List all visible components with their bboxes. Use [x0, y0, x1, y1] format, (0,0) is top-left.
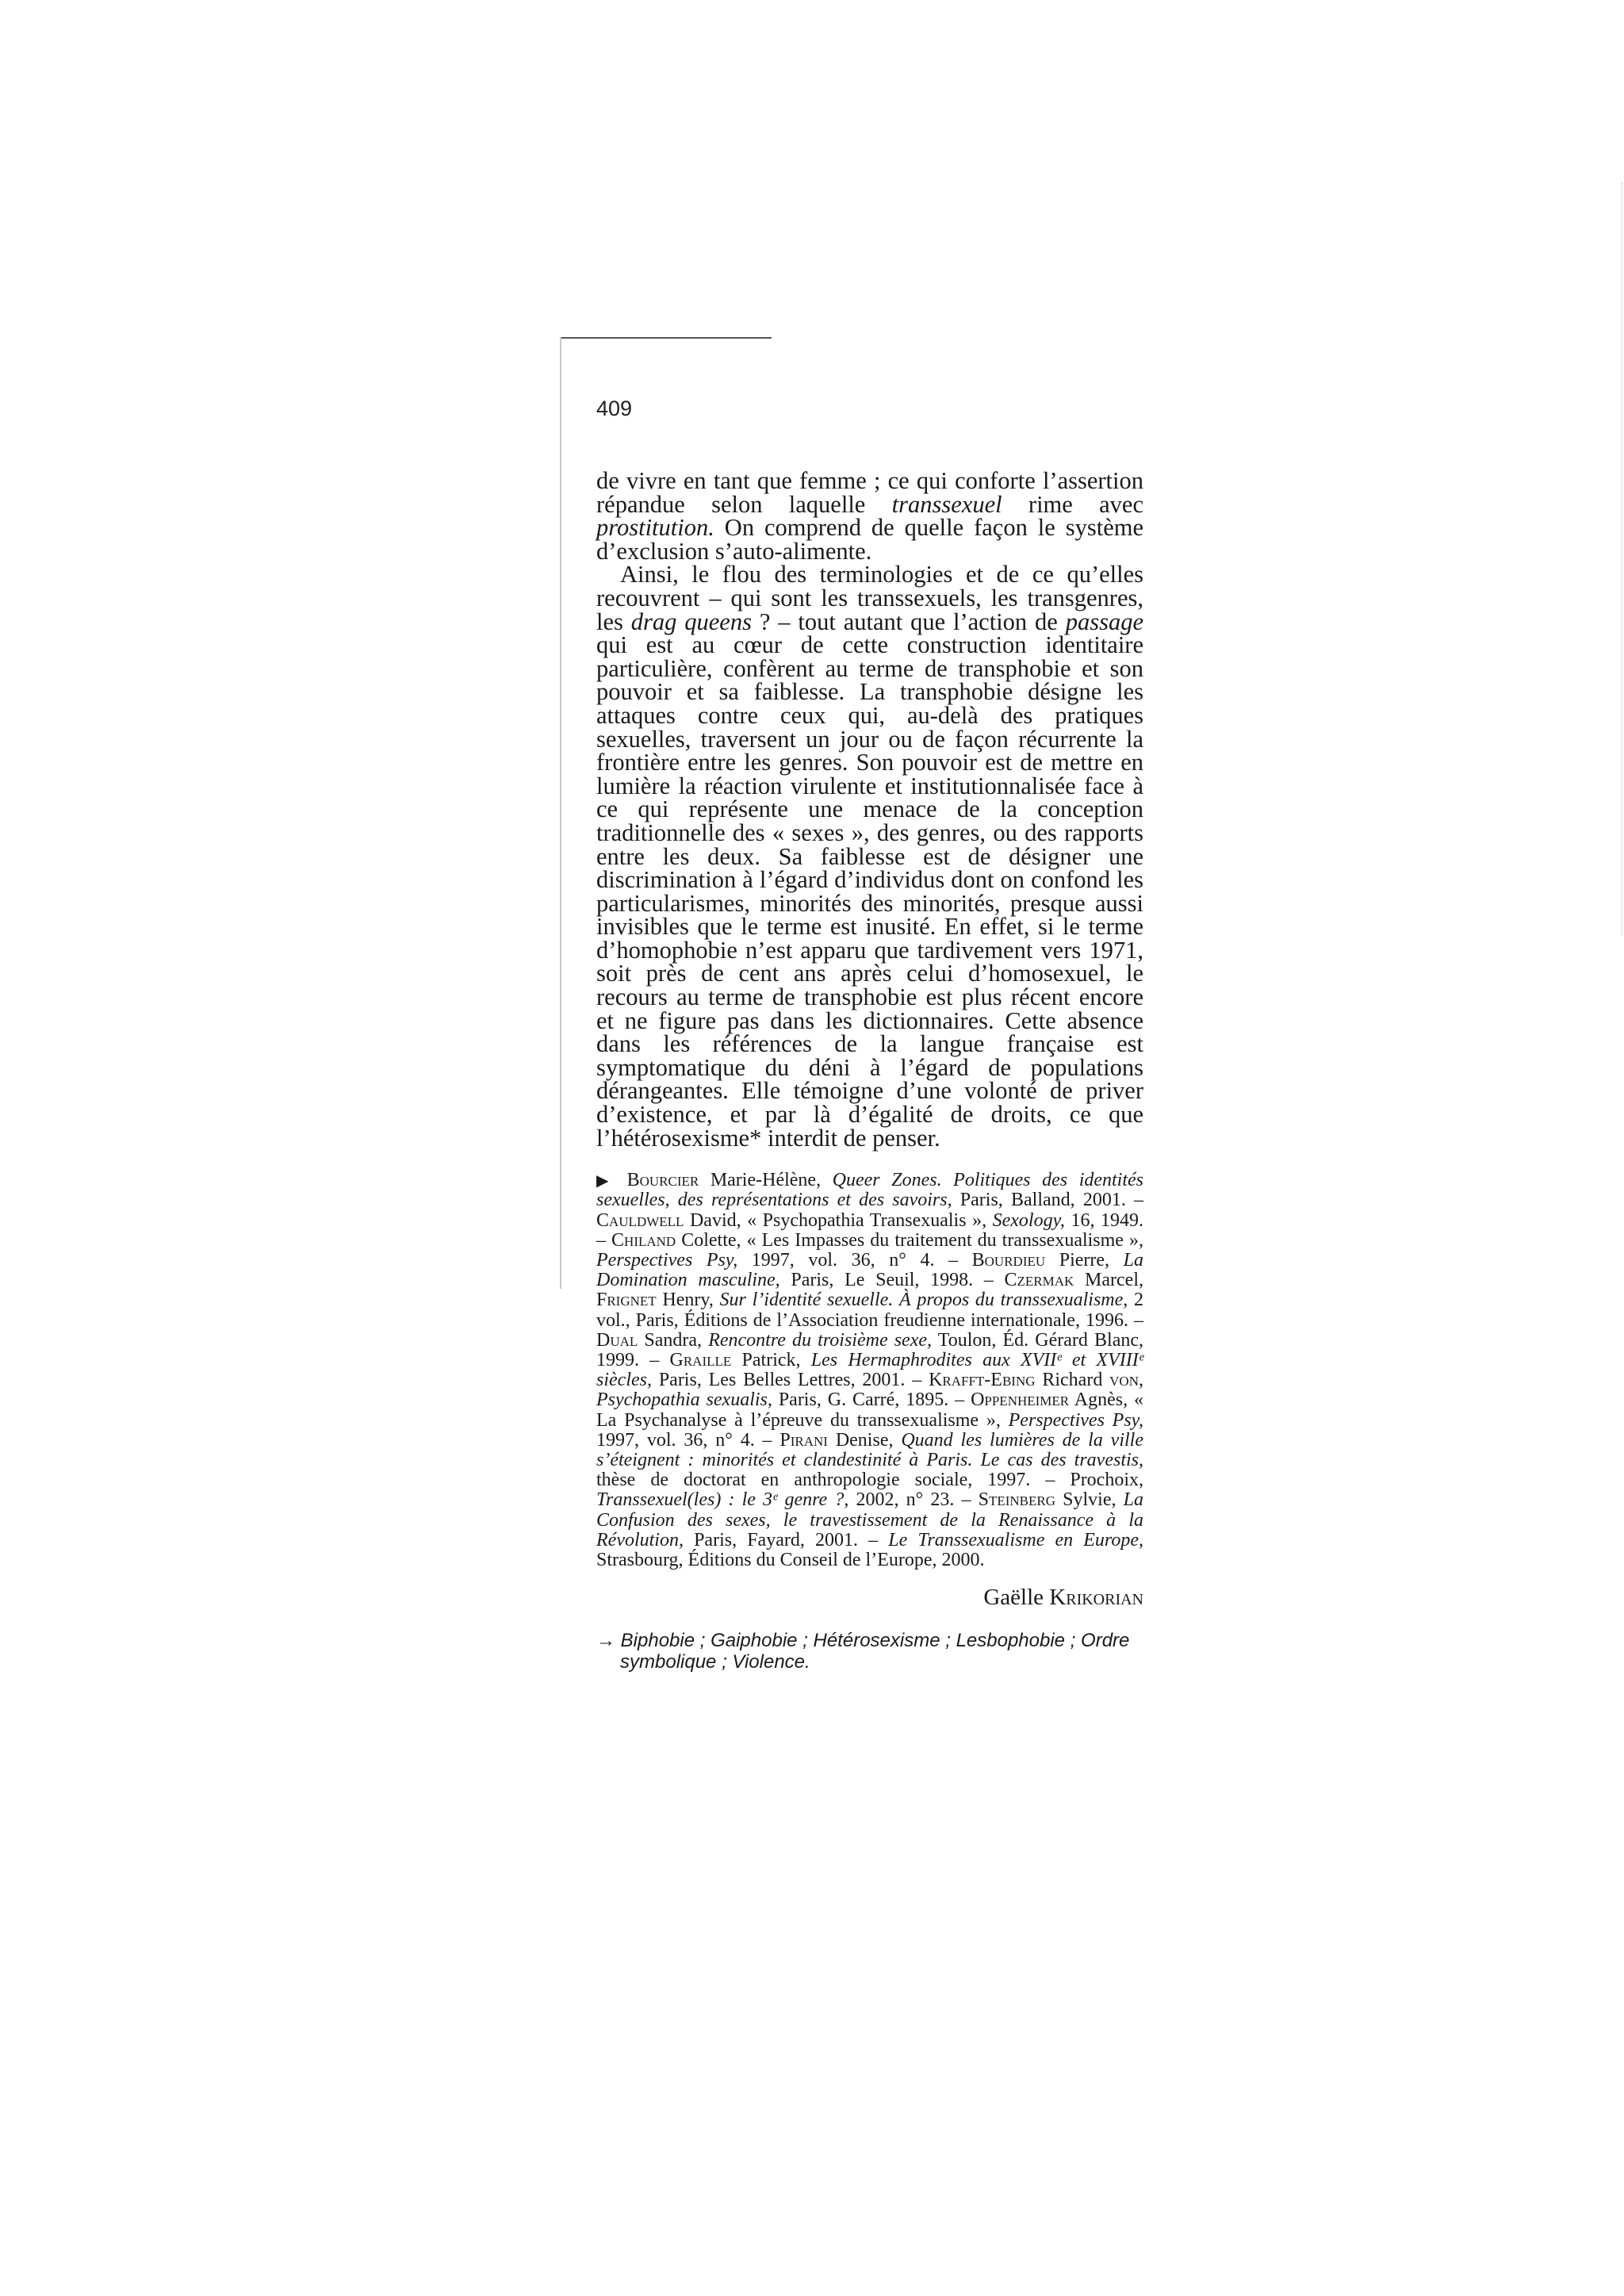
bibliography: [596, 1171, 1143, 1570]
reference-italic-run: Sur l’identité sexuelle. À propos du transsexualisme,: [719, 1290, 1128, 1311]
reference-italic-run: La Domination masculine,: [596, 1250, 1143, 1291]
reference-run: Sandra,: [638, 1329, 709, 1351]
author-first-name: Gaëlle: [983, 1585, 1044, 1611]
reference-run: Marie-Hélène,: [699, 1170, 833, 1191]
reference-name-run: von: [1109, 1370, 1139, 1391]
reference-name-run: Cauldwell: [596, 1209, 684, 1231]
reference-run: Paris, Les Belles Lettres, 2001. –: [651, 1370, 929, 1391]
reference-run: Paris, Balland, 2001. –: [952, 1190, 1144, 1211]
reference-run: 2 vol., Paris, Éditions de l’Association freudienne internationale, 1996. –: [596, 1290, 1143, 1331]
reference-italic-run: Quand les lumières de la ville s’éteignent : minorités et clandestinité à Paris. Le cas des travestis,: [596, 1429, 1143, 1471]
paragraph-2: [596, 563, 1143, 1150]
reference-italic-run: Le Transsexualisme en Europe,: [888, 1529, 1143, 1550]
reference-run: Sylvie,: [1055, 1489, 1124, 1511]
reference-run: Henry,: [656, 1290, 720, 1311]
author-signature: [596, 1585, 1143, 1611]
reference-name-run: Graille: [669, 1350, 732, 1371]
paragraph-1: [596, 467, 1143, 565]
margin-rule: [560, 337, 561, 1289]
reference-run: Toulon, Éd. Gérard Blanc, 1999. –: [596, 1329, 1144, 1371]
reference-italic-run: Sexology,: [992, 1209, 1065, 1231]
reference-run: Paris, Le Seuil, 1998. –: [779, 1270, 1005, 1291]
header-rule: [561, 337, 772, 339]
reference-italic-run: Perspectives Psy,: [1008, 1409, 1144, 1431]
reference-italic-run: Transsexuel(les) : le 3ᵉ genre ?,: [596, 1489, 849, 1511]
reference-run: 16, 1949. –: [596, 1209, 1144, 1251]
paragraph-run: rime avec: [1002, 490, 1143, 518]
paragraph-italic-run: transsexuel: [891, 490, 1002, 518]
paragraph-italic-run: passage: [1065, 608, 1143, 635]
reference-name-run: Krafft-Ebing: [929, 1370, 1036, 1391]
article-body: [596, 467, 1143, 1152]
reference-name-run: Bourdieu: [971, 1250, 1046, 1271]
reference-run: ,: [1139, 1370, 1143, 1391]
reference-name-run: Frignet: [596, 1290, 657, 1311]
reference-name-run: Pirani: [779, 1429, 828, 1451]
paragraph-run: Ainsi, le flou des terminologies et de ce qu’elles recouvrent – qui sont les transsexuels, les transgenres, les: [596, 561, 1143, 635]
reference-italic-run: Rencontre du troisième sexe,: [708, 1329, 933, 1351]
reference-run: Pierre,: [1045, 1250, 1124, 1271]
text-column: [596, 467, 1144, 1673]
reference-run: Paris, Fayard, 2001. –: [683, 1529, 889, 1550]
paragraph-italic-run: prostitution.: [596, 514, 714, 542]
reference-run: Colette, « Les Impasses du traitement du transsexualisme »,: [676, 1229, 1143, 1251]
paragraph-run: ? – tout autant que l’action de: [751, 608, 1066, 635]
reference-run: Paris, G. Carré, 1895. –: [772, 1389, 971, 1411]
reference-run: 2002, n° 23. –: [848, 1489, 979, 1511]
paragraph-run: qui est au cœur de cette construction identitaire particulière, confèrent au terme de transphobie et son pouvoir et sa faiblesse. La transphobie désigne les attaques contre ceux qui, au-delà des pratiques sexuelles, traversent un jour ou de façon récurrente la frontière entre les genres. Son pouvoir est de mettre en lumière la réaction virulente et institutionnalisée face à ce qui représente une menace de la conception traditionnelle des « sexes », des genres, ou des rapports entre les deux. Sa faiblesse est de désigner une discrimination à l’égard d’individus dont on confond les particularismes, minorités des minorités, presque aussi invisibles que le terme est inusité. En effet, si le terme d’homophobie n’est apparu que tardivement vers 1971, soit près de cent ans après celui d’homosexuel, le recours au terme de transphobie est plus récent encore et ne figure pas dans les dictionnaires. Cette absence dans les références de la langue française est symptomatique du déni à l’égard de populations dérangeantes. Elle témoigne d’une volonté de priver d’existence, et par là d’égalité de droits, ce que l’hétérosexisme* interdit de penser.: [596, 631, 1143, 1152]
reference-run: Strasbourg, Éditions du Conseil de l’Europe, 2000.: [596, 1550, 985, 1571]
triangle-bullet-icon: ▶: [596, 1171, 615, 1190]
reference-run: David, « Psychopathia Transexualis »,: [684, 1209, 993, 1231]
paragraph-run: de vivre en tant que femme ; ce qui conforte l’assertion répandue selon laquelle: [596, 467, 1143, 518]
author-last-name: Krikorian: [1049, 1585, 1143, 1611]
reference-run: 1997, vol. 36, n° 4. –: [596, 1429, 780, 1451]
reference-run: Agnès, « La Psychanalyse à l’épreuve du transsexualisme »,: [596, 1389, 1143, 1431]
reference-run: Marcel,: [1074, 1270, 1143, 1291]
reference-run: Richard: [1035, 1370, 1110, 1391]
page-number: 409: [596, 397, 633, 420]
reference-italic-run: Les Hermaphrodites aux XVIIᵉ et XVIIIᵉ siècles,: [596, 1350, 1143, 1391]
paragraph-run: On comprend de quelle façon le système d’exclusion s’auto-alimente.: [596, 514, 1143, 565]
reference-italic-run: Queer Zones. Politiques des identités sexuelles, des représentations et des savoirs,: [596, 1170, 1144, 1211]
paragraph-italic-run: drag queens: [630, 608, 752, 635]
reference-name-run: Steinberg: [978, 1489, 1056, 1511]
reference-name-run: Chiland: [611, 1229, 676, 1251]
reference-italic-run: Perspectives Psy,: [596, 1250, 738, 1271]
see-also-links: → Biphobie ; Gaiphobie ; Hétérosexisme ; Lesbophobie ; Ordre symbolique ; Violence.: [596, 1630, 1130, 1673]
reference-run: 1997, vol. 36, n° 4. –: [737, 1250, 972, 1271]
reference-run: Denise,: [827, 1429, 902, 1451]
reference-italic-run: La Confusion des sexes, le travestissement de la Renaissance à la Révolution,: [596, 1489, 1143, 1550]
reference-name-run: Dual: [596, 1329, 638, 1351]
reference-name-run: Czermak: [1004, 1270, 1074, 1291]
bibliography-text: [596, 1170, 1143, 1570]
reference-run: Patrick,: [731, 1350, 811, 1371]
reference-name-run: Oppenheimer: [971, 1389, 1070, 1411]
reference-italic-run: Psychopathia sexualis,: [596, 1389, 772, 1411]
reference-run: thèse de doctorat en anthropologie sociale, 1997. – Prochoix,: [596, 1470, 1143, 1491]
reference-name-run: Bourcier: [626, 1170, 699, 1191]
